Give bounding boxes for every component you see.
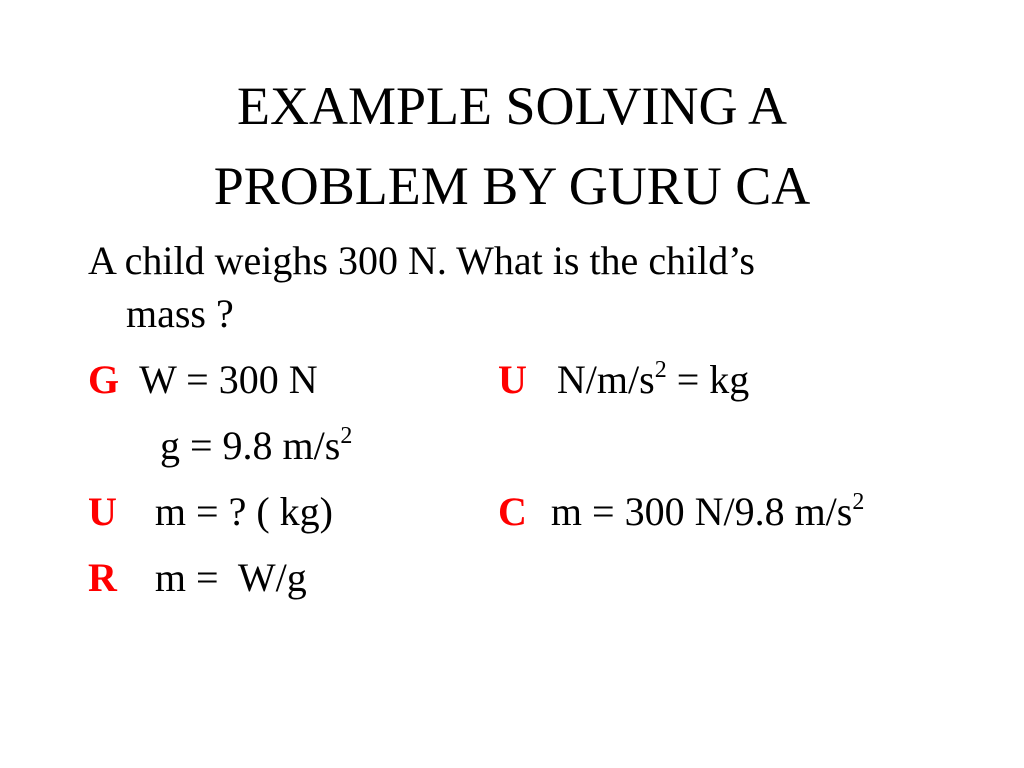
unknown-text: m = ? ( kg)	[154, 489, 333, 534]
gravity-given	[160, 423, 352, 469]
weight-given: W = 300 N	[139, 357, 318, 402]
gravity-exponent: 2	[340, 423, 353, 449]
slide-title	[0, 66, 1024, 226]
guru-letter-u: U	[88, 489, 117, 534]
title-line-1: EXAMPLE SOLVING A	[236, 76, 788, 136]
calculate-exponent: 2	[852, 489, 865, 515]
calculate-row	[498, 489, 864, 535]
units-row	[498, 357, 749, 403]
units-exponent: 2	[654, 357, 667, 383]
guru-letter-r: R	[88, 555, 117, 600]
units-rest: = kg	[666, 357, 750, 402]
givens-row	[88, 357, 318, 403]
calculate-base: m = 300 N/9.8 m/s	[550, 489, 853, 534]
relationship-text: m = W/g	[154, 555, 307, 600]
problem-line-2: mass ?	[126, 291, 234, 336]
units-base: N/m/s	[556, 357, 655, 402]
guru-letter-c: C	[498, 489, 527, 534]
problem-line-1: A child weighs 300 N. What is the child’s	[88, 238, 755, 283]
gravity-base: g = 9.8 m/s	[160, 423, 341, 468]
guru-letter-u-units: U	[498, 357, 527, 402]
relationship-row	[88, 555, 307, 601]
unknown-row	[88, 489, 333, 535]
title-line-2: PROBLEM BY GURU CA	[213, 156, 811, 216]
guru-letter-g: G	[88, 357, 120, 402]
